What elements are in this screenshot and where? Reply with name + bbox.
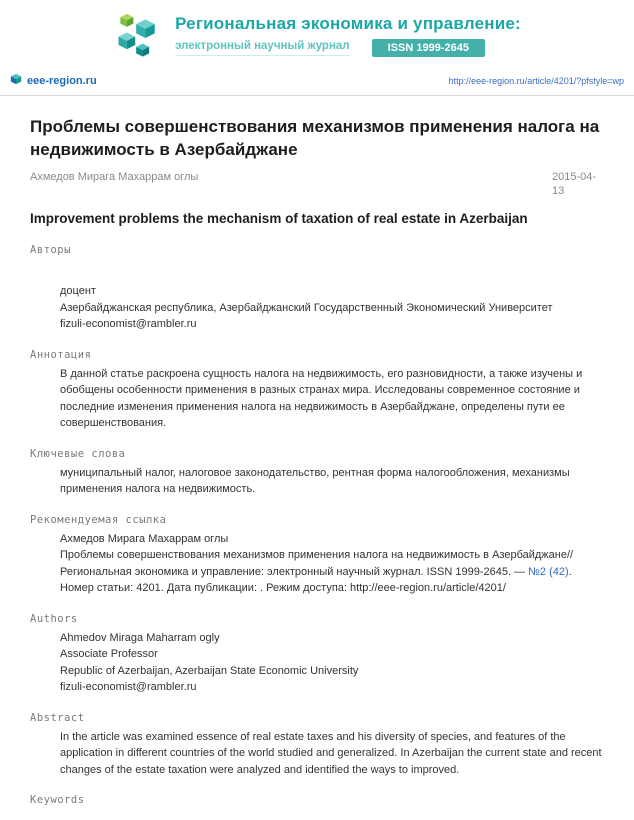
section-abstract: [30, 712, 604, 779]
article-date: 2015-04-13: [552, 170, 597, 198]
site-home-link-label: eee-region.ru: [27, 74, 97, 87]
author-affiliation-en: Republic of Azerbaijan, Azerbaijan State Economic University: [60, 664, 359, 677]
section-label-authors-en: Authors: [30, 612, 78, 625]
section-keywords-ru: [30, 448, 604, 498]
section-keywords-en: [30, 794, 604, 806]
article-content: [0, 116, 634, 806]
section-label-annotation: Аннотация: [30, 348, 92, 361]
section-citation: [30, 514, 604, 597]
citation-text-after: . Номер статьи: 4201. Дата публикации: . Режим доступа: http://eee-region.ru/article/4201/: [60, 565, 572, 595]
article-url-link[interactable]: http://eee-region.ru/article/4201/?pfstyle=wp: [448, 75, 624, 86]
section-authors-ru: [30, 244, 604, 333]
site-home-link[interactable]: [10, 73, 97, 88]
issn-badge: ISSN 1999-2645: [372, 39, 485, 57]
section-authors-en: [30, 613, 604, 696]
citation-issue-link[interactable]: №2 (42): [528, 565, 569, 578]
author-email-ru: fizuli-economist@rambler.ru: [60, 318, 197, 331]
section-label-keywords-ru: Ключевые слова: [30, 447, 126, 460]
section-label-citation: Рекомендуемая ссылка: [30, 513, 167, 526]
site-favicon-icon: [10, 73, 22, 88]
author-position-ru: доцент: [60, 285, 96, 298]
citation-author: Ахмедов Мирага Махаррам оглы: [60, 532, 229, 545]
journal-logo-icon[interactable]: [113, 12, 163, 64]
journal-title: Региональная экономика и управление:: [175, 14, 521, 33]
citation-text: [60, 547, 604, 597]
author-email-en: fizuli-economist@rambler.ru: [60, 681, 197, 694]
journal-header: [0, 0, 634, 64]
section-label-abstract: Abstract: [30, 711, 85, 724]
author-position-en: Associate Professor: [60, 648, 158, 661]
abstract-text: In the article was examined essence of real estate taxes and his diversity of species, and features of the application in different countries of the world studied and generalized. In Azerbaijan the current state and recent changes of the estate taxation were analyzed and identified the ways to improved.: [60, 730, 602, 776]
section-annotation: [30, 349, 604, 432]
citation-text-before: Проблемы совершенствования механизмов применения налога на недвижимость в Азербайджане// Региональная экономика и управление: электронный научный журнал. ISSN 1999-2645. —: [60, 549, 574, 578]
article-author: Ахмедов Мирага Махаррам оглы: [30, 170, 199, 183]
header-divider: [0, 95, 634, 96]
article-title-en: Improvement problems the mechanism of taxation of real estate in Azerbaijan: [30, 211, 528, 227]
link-bar: [0, 64, 634, 95]
annotation-text: В данной статье раскроена сущность налога на недвижимость, его разновидности, а также изучены и обобщены особенности применения в разных странах мира. Исследованы современное состояние и последние изменения применения налога на недвижимость в Азербайджане, определены пути ее совершенствования.: [60, 367, 583, 430]
author-name-en: Ahmedov Miraga Maharram ogly: [60, 631, 220, 644]
section-label-keywords-en: Keywords: [30, 794, 85, 807]
section-label-authors-ru: Авторы: [30, 244, 71, 257]
article-title-ru: Проблемы совершенствования механизмов применения налога на недвижимость в Азербайджане: [30, 117, 600, 159]
journal-subtitle: электронный научный журнал: [175, 40, 350, 56]
author-affiliation-ru: Азербайджанская республика, Азербайджанский Государственный Экономический Университет: [60, 301, 553, 314]
keywords-ru-text: муниципальный налог, налоговое законодательство, рентная форма налогообложения, механизмы применения налога на недвижимость.: [60, 466, 570, 496]
article-meta-row: [30, 170, 604, 199]
